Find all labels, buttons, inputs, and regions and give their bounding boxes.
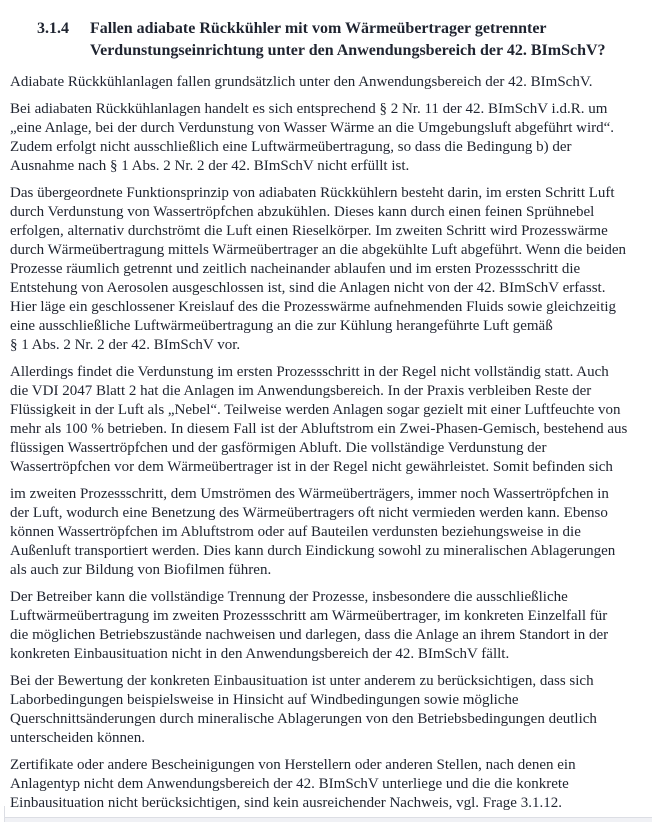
heading-text bbox=[90, 18, 646, 62]
text-line: durch Verdunstung von Wassertröpfchen abzukühlen. Dieses kann durch einen feinen Sprühnebel bbox=[10, 204, 595, 220]
paragraph bbox=[10, 73, 646, 92]
text-line: mehr als 100 % betrieben. In diesem Fall ist der Abluftstrom ein Zwei-Phasen-Gemisch, bestehend aus bbox=[10, 421, 628, 437]
text-line: durch Wärmeübertragung mittels Wärmeübertrager an die abgekühlte Luft abgeführt. Wenn die beiden bbox=[10, 242, 627, 258]
text-line: Der Betreiber kann die vollständige Trennung der Prozesse, insbesondere die ausschließliche bbox=[10, 589, 568, 605]
text-line: Allerdings findet die Verdunstung im ersten Prozessschritt in der Regel nicht vollständig statt. Auch bbox=[10, 364, 609, 380]
text-line: konkreten Einbausituation nicht in den Anwendungsbereich der 42. BImSchV fällt. bbox=[10, 646, 510, 662]
paragraph bbox=[10, 363, 646, 477]
text-line: können Wassertröpfchen im Abluftstrom oder auf Bauteilen verdunsten beziehungsweise in die bbox=[10, 524, 581, 540]
text-line: Bei der Bewertung der konkreten Einbausituation ist unter anderem zu berücksichtigen, dass sich bbox=[10, 673, 594, 689]
text-line: Zudem erfolgt nicht ausschließlich eine Luftwärmeübertragung, so dass die Bedingung b) der bbox=[10, 139, 572, 155]
text-line: Luftwärmeübertragung im zweiten Prozessschritt am Wärmeübertrager, im konkreten Einzelfall für bbox=[10, 608, 608, 624]
text-line: die VDI 2047 Blatt 2 hat die Anlagen im Anwendungsbereich. In der Praxis verbleiben Reste der bbox=[10, 383, 592, 399]
text-line: Außenluft transportiert werden. Dies kann durch Eindickung sowohl zu mineralischen Ablagerungen bbox=[10, 543, 616, 559]
paragraph bbox=[10, 100, 646, 176]
text-line: flüssigen Wassertröpfchen und der gasförmigen Abluft. Die vollständige Verdunstung der bbox=[10, 440, 547, 456]
section-number: 3.1.4 bbox=[37, 20, 69, 37]
page-bottom-edge bbox=[0, 817, 652, 822]
text-line: im zweiten Prozessschritt, dem Umströmen des Wärmeüberträgers, immer noch Wassertröpfchen in bbox=[10, 486, 609, 502]
text-line: Ausnahme nach § 1 Abs. 2 Nr. 2 der 42. BImSchV nicht erfüllt ist. bbox=[10, 158, 410, 174]
text-line: Flüssigkeit in der Luft als „Nebel“. Teilweise werden Anlagen sogar gezielt mit einer Luftfeuchte von bbox=[10, 402, 621, 418]
paragraph bbox=[10, 756, 646, 813]
text-line: als auch zur Bildung von Biofilmen führen. bbox=[10, 562, 272, 578]
text-line: erfolgen, alternativ durchströmt die Luft einen Rieselkörper. Im zweiten Schritt wird Prozesswärme bbox=[10, 223, 608, 239]
text-line: Zertifikate oder andere Bescheinigungen von Herstellern oder anderen Stellen, nach denen ein bbox=[10, 757, 576, 773]
text-line: Laborbedingungen beispielsweise in Hinsicht auf Windbedingungen sowie mögliche bbox=[10, 692, 519, 708]
paragraph bbox=[10, 672, 646, 748]
page-bottom-notch bbox=[0, 806, 5, 822]
text-line: Prozesse räumlich getrennt und zeitlich nacheinander ablaufen und im ersten Prozessschritt die bbox=[10, 261, 581, 277]
text-line: Entstehung von Aerosolen ausgeschlossen ist, sind die Anlagen nicht von der 42. BImSchV erfasst. bbox=[10, 280, 606, 296]
text-line: Anlagentyp nicht dem Anwendungsbereich der 42. BImSchV unterliege und die die konkrete bbox=[10, 776, 569, 792]
text-line: Einbausituation nicht berücksichtigen, sind kein ausreichender Nachweis, vgl. Frage 3.1.12. bbox=[10, 795, 562, 811]
text-line: eine ausschließliche Luftwärmeübertragung an die zur Kühlung herangeführte Luft gemäß bbox=[10, 318, 553, 334]
text-line: § 1 Abs. 2 Nr. 2 der 42. BImSchV vor. bbox=[10, 337, 241, 353]
text-line: Bei adiabaten Rückkühlanlagen handelt es sich entsprechend § 2 Nr. 11 der 42. BImSchV i.d.R. um bbox=[10, 101, 608, 117]
text-line: Adiabate Rückkühlanlagen fallen grundsätzlich unter den Anwendungsbereich der 42. BImSchV. bbox=[10, 74, 593, 90]
text-line: Das übergeordnete Funktionsprinzip von adiabaten Rückkühlern besteht darin, im ersten Schritt Luft bbox=[10, 185, 615, 201]
section-heading bbox=[37, 18, 646, 62]
text-line: der Luft, wodurch eine Benetzung des Wärmeübertragers oft nicht vermieden werden kann. Ebenso bbox=[10, 505, 608, 521]
heading-line: Fallen adiabate Rückkühler mit vom Wärmeübertrager getrennter bbox=[90, 20, 547, 37]
text-line: Wassertröpfchen vor dem Wärmeübertrager ist in der Regel nicht gewährleistet. Somit befinden sich bbox=[10, 459, 613, 475]
document-body bbox=[10, 73, 646, 813]
paragraph bbox=[10, 184, 646, 355]
text-line: die möglichen Betriebszustände nachweisen und darlegen, dass die Anlage an ihrem Standort in der bbox=[10, 627, 609, 643]
text-line: unterscheiden können. bbox=[10, 730, 145, 746]
paragraph bbox=[10, 588, 646, 664]
text-line: Querschnittsänderungen durch mineralische Ablagerungen von den Betriebsbedingungen deutlich bbox=[10, 711, 597, 727]
text-line: „eine Anlage, bei der durch Verdunstung von Wasser Wärme an die Umgebungsluft abgeführt wird“. bbox=[10, 120, 615, 136]
paragraph bbox=[10, 485, 646, 580]
text-line: Hier läge ein geschlossener Kreislauf des die Prozesswärme aufnehmenden Fluids sowie gleichzeitig bbox=[10, 299, 617, 315]
heading-line: Verdunstungseinrichtung unter den Anwendungsbereich der 42. BImSchV? bbox=[90, 42, 606, 59]
